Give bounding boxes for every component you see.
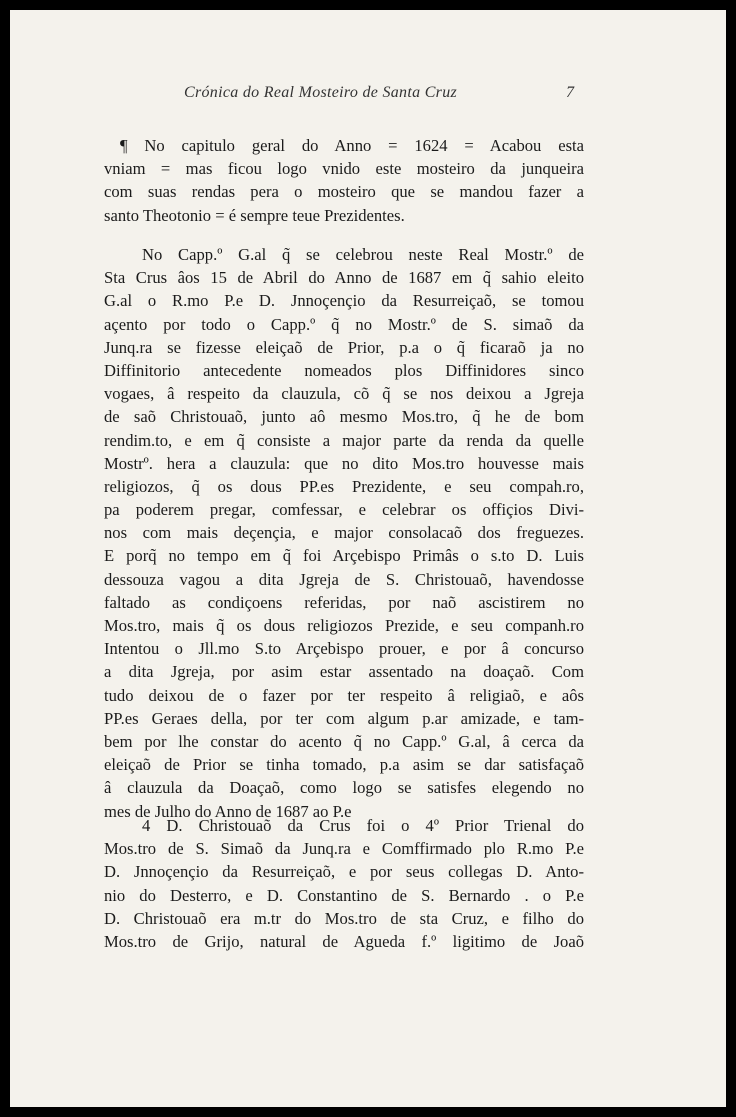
text-line: PP.es Geraes della, por ter com algum p.ar amizade, e tam-	[104, 708, 584, 728]
text-line: rendim.to, e em q̃ consiste a major parte da renda da quelle	[104, 430, 584, 450]
text-line: D. Christouaõ era m.tr do Mos.tro de sta Cruz, e filho do	[104, 908, 584, 928]
text-line: nos com mais deçençia, e major consolacaõ dos freguezes.	[104, 523, 584, 543]
text-line: mes de Julho do Anno de 1687 ao P.e	[104, 801, 352, 821]
text-line: eleiçaõ de Prior se tinha tomado, p.a asim se dar satisfaçaõ	[104, 755, 584, 775]
book-page	[10, 10, 726, 1107]
paragraph-1	[104, 134, 584, 227]
text-line: santo Theotonio = é sempre teue Prezidentes.	[104, 205, 405, 225]
text-line: Mos.tro de S. Simaõ da Junq.ra e Comffirmado plo R.mo P.e	[104, 839, 584, 859]
text-line: E porq̃ no tempo em q̃ foi Arçebispo Primâs o s.to D. Luis	[104, 546, 584, 566]
text-line: Diffinitorio antecedente nomeados plos Diffinidores sinco	[104, 360, 584, 380]
text-line: pa poderem pregar, comfessar, e celebrar os offiçios Divi-	[104, 500, 584, 520]
text-line: nio do Desterro, e D. Constantino de S. Bernardo . o P.e	[104, 885, 584, 905]
text-line: tudo deixou de o fazer por ter respeito â religiaõ, e aôs	[104, 685, 584, 705]
paragraph-2	[104, 243, 584, 823]
text-line: açento por todo o Capp.º q̃ no Mostr.º de S. simaõ da	[104, 314, 584, 334]
text-line: com suas rendas pera o mosteiro que se mandou fazer a	[104, 182, 584, 202]
text-line: bem por lhe constar do acento q̃ no Capp.º G.al, â cerca da	[104, 731, 584, 751]
text-line: a dita Jgreja, por asim estar assentado na doaçaõ. Com	[104, 662, 584, 682]
text-line: â clauzula da Doaçaõ, como logo se satisfes elegendo no	[104, 778, 584, 798]
text-line: Mos.tro de Grijo, natural de Agueda f.º ligitimo de Joaõ	[104, 931, 584, 951]
text-line: Sta Crus âos 15 de Abril do Anno de 1687 em q̃ sahio eleito	[104, 268, 584, 288]
text-line: faltado as condiçoens referidas, por naõ ascistirem no	[104, 592, 584, 612]
text-line: vniam = mas ficou logo vnido este mosteiro da junqueira	[104, 159, 584, 179]
page-number: 7	[566, 84, 574, 101]
text-line: G.al o R.mo P.e D. Jnnoçençio da Resurreiçaõ, se tomou	[104, 291, 584, 311]
text-line: Intentou o Jll.mo S.to Arçebispo prouer, e por â concurso	[104, 639, 584, 659]
text-line: de saõ Christouaõ, junto aô mesmo Mos.tro, q̃ he de bom	[104, 407, 584, 427]
text-line: Junq.ra se fizesse eleiçaõ de Prior, p.a o q̃ ficaraõ ja no	[104, 337, 584, 357]
text-line: vogaes, â respeito da clauzula, cõ q̃ se nos deixou a Jgreja	[104, 384, 584, 404]
text-line: Mostrº. hera a clauzula: que no dito Mos.tro houvesse mais	[104, 453, 584, 473]
text-line: dessouza vagou a dita Jgreja de S. Christouaõ, havendosse	[104, 569, 584, 589]
text-line: No Capp.º G.al q̃ se celebrou neste Real Mostr.º de	[142, 245, 584, 264]
paragraph-3	[104, 814, 584, 953]
text-line: religiozos, q̃ os dous PP.es Prezidente, e seu compah.ro,	[104, 476, 584, 496]
page-header	[10, 84, 726, 108]
text-line: ¶ No capitulo geral do Anno = 1624 = Acabou esta	[120, 136, 584, 155]
text-line: 4 D. Christouaõ da Crus foi o 4º Prior Trienal do	[142, 816, 584, 835]
text-line: Mos.tro, mais q̃ os dous religiozos Prezide, e seu companh.ro	[104, 616, 584, 635]
running-title: Crónica do Real Mosteiro de Santa Cruz	[184, 84, 458, 101]
text-line: D. Jnnoçençio da Resurreiçaõ, e por seus collegas D. Anto-	[104, 862, 584, 882]
